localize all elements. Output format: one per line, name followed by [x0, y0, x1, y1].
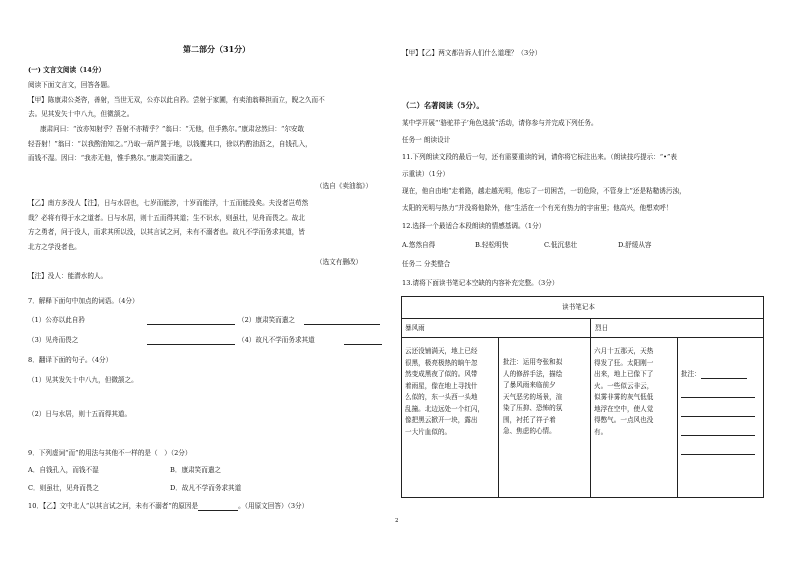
q7-answer-3[interactable] [147, 336, 235, 345]
q7-answer-2[interactable] [304, 316, 380, 325]
annotation-blank[interactable] [701, 370, 747, 379]
q8-item-2: （2）日与水居，则十五而得其道。 [28, 410, 132, 418]
annotation-line: 了暴风雨来临前夕 [503, 381, 556, 389]
q8-item-1: （1）见其发矢十中八九，但微颔之。 [28, 376, 138, 384]
q11-line-1: 11.下列朗读文段的最后一句，还有需要重读的词，请你将它标注出来。（朗读技巧提示：“•”表 [402, 153, 677, 161]
annotation-blank-line[interactable] [681, 427, 755, 436]
sub1-title: (一) 文言文阅读（14分） [28, 66, 106, 74]
q11-passage-1[interactable]: 现在，他自由地“走着路，越走越光明，他忘了一切困苦，一切危险，不管身上”还是粘糙诱污浊， [402, 187, 686, 195]
yi-line-2: 哉？必将有得于水之道者。日与水居，则十五而得其道；生不识水，则虽壮，见舟而畏之。故北 [28, 214, 305, 222]
q11-line-2: 示重读）（1分） [402, 170, 450, 178]
storm-line: 很黑，极亮极热的晌午忽 [405, 358, 478, 367]
q12-option-c[interactable]: C.低沉悲壮 [544, 241, 578, 249]
annotation-line: 围，衬托了祥子着 [503, 415, 556, 424]
storm-line: 像把黑云掀开一块，露出 [405, 416, 478, 424]
sun-annotation-cell[interactable] [677, 337, 764, 498]
storm-line: 云还没铺满天，地上已经 [405, 347, 478, 355]
header-storm-cell [401, 318, 591, 338]
storm-line: 然变成黑夜了似的。风带 [405, 370, 478, 378]
header-sun: 烈日 [595, 324, 609, 332]
annotation-blank-line[interactable] [681, 408, 755, 417]
task-1: 任务一 朗读设计 [402, 136, 451, 144]
q7-answer-1[interactable] [147, 316, 235, 325]
q10-tail: 。（用原文回答）（3分） [238, 502, 309, 510]
annotation-label: 批注： [681, 370, 701, 378]
jia-source: （选自《卖油翁》） [316, 182, 373, 190]
question-13: 13.请将下面读书笔记本空缺的内容补充完整。（3分） [402, 279, 559, 287]
notebook-title: 读书笔记本 [562, 303, 595, 311]
sun-line: 似雾非雾的灰气低低 [594, 393, 654, 401]
annotation-line: 染了压抑、恐怖的氛 [503, 404, 563, 412]
q9-option-b[interactable]: B．康肃笑而遣之 [170, 466, 222, 474]
q12-option-a[interactable]: A.悠然自得 [402, 241, 436, 249]
annotation-blank-line[interactable] [681, 446, 755, 455]
question-12: 12.选择一个最适合本段朗读的情感基调。（1分） [402, 222, 546, 230]
q7-item-1: （1）公亦以此自矜 [28, 316, 85, 324]
task-2: 任务二 分类整合 [402, 260, 451, 268]
q7-item-4: （4）故凡不学而务求其道 [238, 336, 315, 344]
sun-text [594, 346, 676, 438]
question-7: 7．解释下面句中加点的词语。（4分） [28, 297, 139, 305]
header-storm: 暴风雨 [405, 324, 425, 332]
q9-option-c[interactable]: C．则虽壮，见舟而畏之 [28, 484, 99, 492]
annotation-line: 急、焦虑的心情。 [503, 427, 556, 435]
q7-answer-4[interactable] [344, 336, 382, 345]
q12-option-d[interactable]: D.舒缓从容 [618, 241, 652, 249]
page-number: 2 [395, 518, 399, 524]
jia-line-1: 【甲】陈康肃公尧咨，善射，当世无双，公亦以此自矜。尝射于家圃，有卖油翁释担而立，睨之久而不 [28, 96, 325, 104]
sun-line: 得憋气。一点风也没 [594, 416, 654, 424]
question-10 [28, 502, 308, 511]
annotation-line: 批注：运用夸张和拟 [503, 358, 563, 366]
q11-passage-2[interactable]: 太阳的光明与热力“并没将他除外，他”生活在一个有光有热力的宇宙里；他高兴，他想欢呼！ [402, 204, 673, 212]
q7-item-2: （2）康肃笑而遣之 [238, 316, 295, 324]
sub2-title: （二）名著阅读（5分）。 [402, 101, 484, 110]
sun-line: 得发了狂。太阳刚一 [594, 358, 654, 367]
jia-line-3: 康肃问曰：“汝亦知射乎？吾射不亦精乎？”翁曰：“无他，但手熟尔。”康肃忿然曰：“尔安敢 [40, 125, 305, 133]
question-8: 8．翻译下面的句子。（4分） [28, 356, 113, 364]
section-title: 第二部分（31分） [183, 44, 251, 54]
yi-line-3: 方之勇者，问于没人，而求其所以没，以其言试之河，未有不溺者也。故凡不学而务求其道，皆 [28, 228, 305, 236]
q10-text: 10．【乙】文中北人“以其言试之河，未有不溺者”的原因是 [28, 502, 199, 510]
yi-line-4: 北方之学没者也。 [28, 243, 81, 251]
jia-line-5: 而钱不湿。因曰：“我亦无他，惟手熟尔。”康肃笑而遣之。 [28, 154, 197, 162]
sun-line: 有。 [594, 427, 608, 436]
storm-line: 么似的，东一头西一头地 [405, 393, 478, 401]
yi-source: （选文有删改） [316, 258, 363, 266]
q10-answer-blank[interactable] [198, 502, 238, 511]
q9-option-a[interactable]: A．自钱孔入，而钱不湿 [28, 466, 99, 474]
sun-line: 出来，地上已像下了 [594, 370, 654, 378]
note: 【注】没人：能潜水的人。 [28, 272, 108, 280]
storm-text [405, 346, 497, 438]
sun-annotation-label [681, 370, 747, 379]
sun-line: 六月十五那天，天热 [594, 347, 654, 355]
storm-annotation [503, 357, 589, 438]
q12-option-b[interactable]: B.轻松明快 [475, 241, 509, 249]
jia-line-4: 轻吾射！”翁曰：“以我酌油知之。”乃取一葫芦置于地，以钱覆其口，徐以杓酌油沥之，自钱孔入， [28, 140, 312, 148]
storm-line: 一大片血似的。 [405, 427, 452, 436]
top-question: 【甲】【乙】两文都告诉人们什么道理？（3分） [402, 49, 542, 57]
yi-line-1: 【乙】南方多没人【注】，日与水居也，七岁而能涉，十岁而能浮，十五而能没矣。夫没者岂苟然 [28, 199, 309, 207]
storm-line: 乱撞。北边远处一个红闪， [405, 404, 485, 413]
annotation-line: 天气恶劣的场景，渲 [503, 392, 563, 401]
sun-line: 地浮在空中，使人觉 [594, 404, 654, 413]
q9-option-d[interactable]: D．故凡不学而务求其道 [170, 484, 242, 492]
instruction: 阅读下面文言文，回答各题。 [28, 81, 114, 89]
header-sun-cell [590, 318, 764, 338]
storm-line: 着雨星，像在地上寻找什 [405, 381, 478, 390]
jia-line-2: 去。见其发矢十中八九，但微颔之。 [28, 110, 134, 118]
question-9: 9．下列虚词“而”的用法与其他不一样的是（ ）（2分） [28, 449, 192, 457]
sun-line: 火。一些似云非云， [594, 381, 654, 390]
annotation-blank-line[interactable] [681, 389, 755, 398]
q7-item-3: （3）见舟而畏之 [28, 336, 79, 344]
activity-intro: 某中学开展“‘骆驼祥子’角色选拔”活动，请你参与并完成下列任务。 [402, 119, 598, 127]
annotation-line: 人的修辞手法，描绘 [503, 369, 563, 378]
